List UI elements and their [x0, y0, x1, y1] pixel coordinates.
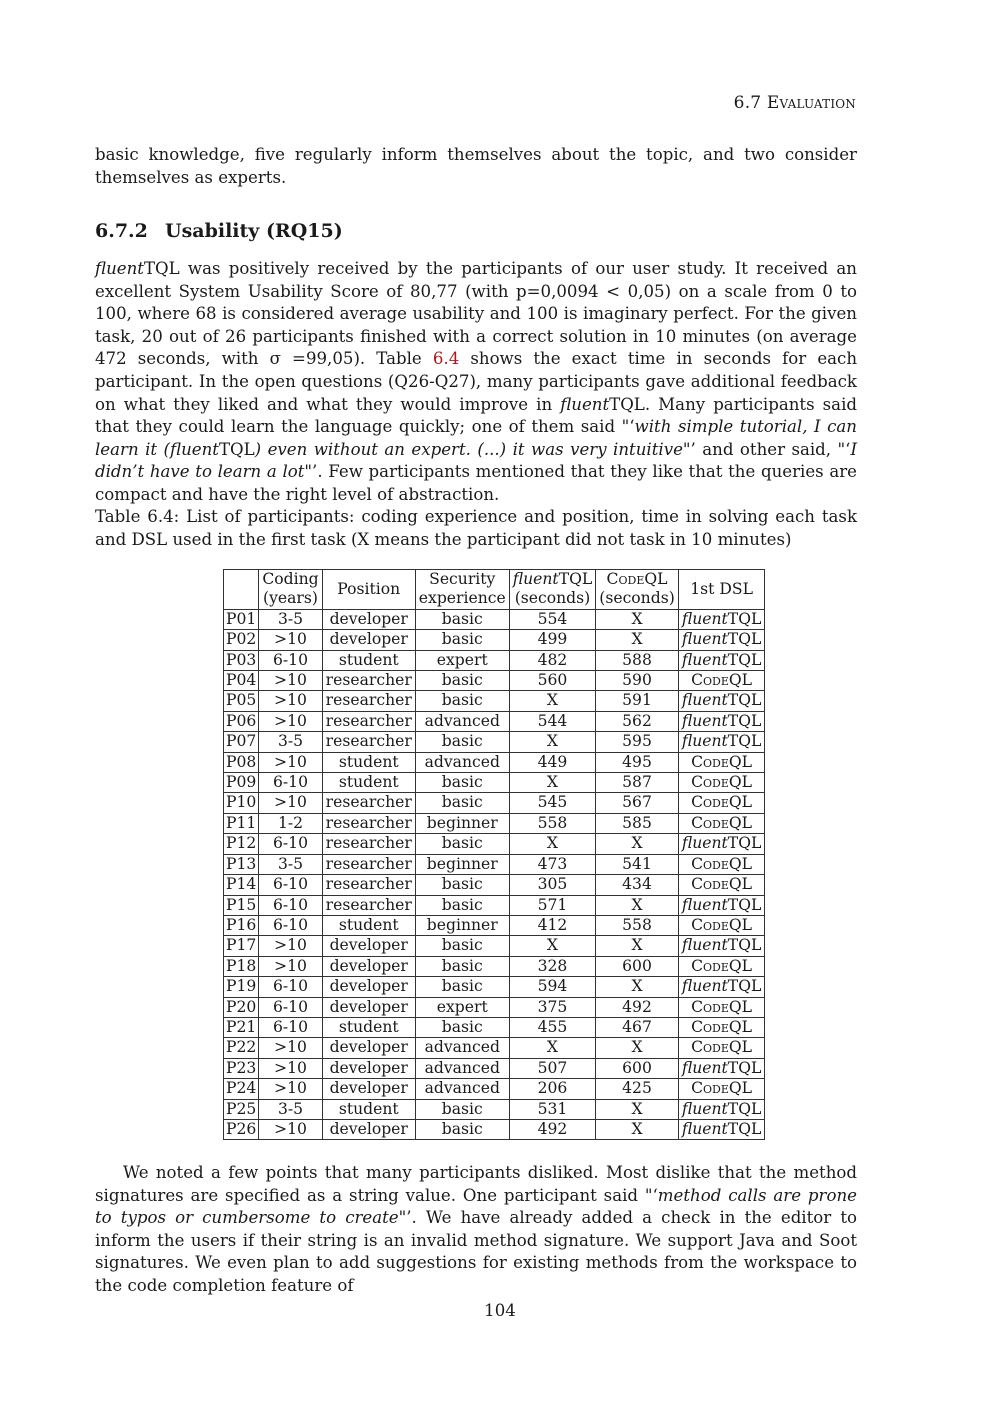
- first-dsl-cell: CodeQL: [678, 773, 765, 793]
- first-dsl-cell: fluentTQL: [678, 936, 765, 956]
- position-cell: developer: [322, 1058, 415, 1078]
- position-cell: researcher: [322, 875, 415, 895]
- coding-years-cell: >10: [259, 671, 322, 691]
- participant-id-cell: P13: [224, 854, 259, 874]
- codeql-seconds-cell: 425: [596, 1079, 679, 1099]
- header-first-dsl: 1st DSL: [678, 570, 765, 610]
- security-experience-cell: basic: [415, 609, 509, 629]
- running-head-title: Evaluation: [766, 93, 856, 113]
- fluenttql-seconds-cell: 554: [509, 609, 596, 629]
- fluenttql-seconds-cell: 544: [509, 711, 596, 731]
- security-experience-cell: basic: [415, 671, 509, 691]
- table-row: [224, 936, 765, 956]
- participant-id-cell: P15: [224, 895, 259, 915]
- participant-id-cell: P18: [224, 956, 259, 976]
- text-run: . Many participants said that they could learn the language quickly; one of them said "‘: [95, 394, 857, 437]
- table-row: [224, 956, 765, 976]
- participant-id-cell: P24: [224, 1079, 259, 1099]
- lang-name-italic: fluent: [95, 259, 144, 278]
- position-cell: researcher: [322, 834, 415, 854]
- codeql-seconds-cell: X: [596, 1038, 679, 1058]
- running-head-section: 6.7: [733, 93, 762, 113]
- codeql-seconds-cell: 588: [596, 650, 679, 670]
- security-experience-cell: basic: [415, 793, 509, 813]
- table-row: [224, 650, 765, 670]
- section-title: Usability (RQ15): [165, 220, 343, 242]
- security-experience-cell: beginner: [415, 854, 509, 874]
- coding-years-cell: 6-10: [259, 1017, 322, 1037]
- coding-years-cell: >10: [259, 1079, 322, 1099]
- coding-years-cell: >10: [259, 691, 322, 711]
- fluenttql-seconds-cell: 482: [509, 650, 596, 670]
- fluenttql-seconds-cell: 560: [509, 671, 596, 691]
- table-caption: Table 6.4: List of participants: coding experience and position, time in solving each task and DSL used in the first task (X means the participant did not task in 10 minutes): [95, 507, 857, 549]
- header-blank: [224, 570, 259, 610]
- fluenttql-seconds-cell: X: [509, 691, 596, 711]
- codeql-seconds-cell: 495: [596, 752, 679, 772]
- position-cell: student: [322, 650, 415, 670]
- text-run: "’. We have already added a check in the editor to inform the users if their string is an invalid method signature. We support Java and Soot signatures. We even plan to add suggestions for existing methods from the workspace to the code completion feature of: [95, 1208, 857, 1295]
- paragraph-usability: [95, 258, 857, 507]
- table-row: [224, 691, 765, 711]
- participant-id-cell: P17: [224, 936, 259, 956]
- security-experience-cell: advanced: [415, 1038, 509, 1058]
- paragraph-dislikes: [95, 1162, 857, 1298]
- fluenttql-seconds-cell: 328: [509, 956, 596, 976]
- header-position: Position: [322, 570, 415, 610]
- fluenttql-seconds-cell: X: [509, 773, 596, 793]
- security-experience-cell: basic: [415, 1099, 509, 1119]
- coding-years-cell: >10: [259, 1038, 322, 1058]
- security-experience-cell: advanced: [415, 1079, 509, 1099]
- position-cell: developer: [322, 956, 415, 976]
- section-heading: [95, 220, 343, 242]
- first-dsl-cell: CodeQL: [678, 752, 765, 772]
- position-cell: developer: [322, 630, 415, 650]
- fluenttql-seconds-cell: X: [509, 732, 596, 752]
- fluenttql-seconds-cell: 455: [509, 1017, 596, 1037]
- fluenttql-seconds-cell: 499: [509, 630, 596, 650]
- security-experience-cell: expert: [415, 650, 509, 670]
- lang-name-italic: fluent: [170, 439, 219, 459]
- first-dsl-cell: fluentTQL: [678, 1119, 765, 1139]
- coding-years-cell: >10: [259, 793, 322, 813]
- fluenttql-seconds-cell: 206: [509, 1079, 596, 1099]
- first-dsl-cell: CodeQL: [678, 671, 765, 691]
- text-run: "’. Few participants mentioned that they like that the queries are compact and have the right level of abstraction.: [95, 462, 857, 504]
- fluenttql-seconds-cell: 492: [509, 1119, 596, 1139]
- quote-3: method calls are prone to typos or cumbersome to create: [95, 1185, 857, 1228]
- participant-id-cell: P12: [224, 834, 259, 854]
- first-dsl-cell: fluentTQL: [678, 630, 765, 650]
- coding-years-cell: 6-10: [259, 650, 322, 670]
- security-experience-cell: advanced: [415, 711, 509, 731]
- security-experience-cell: basic: [415, 773, 509, 793]
- codeql-seconds-cell: 492: [596, 997, 679, 1017]
- table-row: [224, 671, 765, 691]
- first-dsl-cell: CodeQL: [678, 915, 765, 935]
- table-reference-link[interactable]: 6.4: [432, 349, 460, 369]
- lang-name-italic: fluent: [560, 394, 610, 414]
- table-row: [224, 813, 765, 833]
- position-cell: researcher: [322, 813, 415, 833]
- first-dsl-cell: CodeQL: [678, 793, 765, 813]
- fluenttql-seconds-cell: 571: [509, 895, 596, 915]
- codeql-seconds-cell: 467: [596, 1017, 679, 1037]
- participant-id-cell: P08: [224, 752, 259, 772]
- coding-years-cell: >10: [259, 752, 322, 772]
- position-cell: researcher: [322, 854, 415, 874]
- codeql-seconds-cell: X: [596, 895, 679, 915]
- codeql-seconds-cell: X: [596, 936, 679, 956]
- fluenttql-seconds-cell: 558: [509, 813, 596, 833]
- security-experience-cell: basic: [415, 630, 509, 650]
- position-cell: developer: [322, 609, 415, 629]
- position-cell: student: [322, 1017, 415, 1037]
- security-experience-cell: beginner: [415, 915, 509, 935]
- participants-table: [223, 569, 765, 1140]
- security-experience-cell: basic: [415, 1017, 509, 1037]
- position-cell: developer: [322, 1119, 415, 1139]
- table-row: [224, 609, 765, 629]
- security-experience-cell: basic: [415, 875, 509, 895]
- participant-id-cell: P14: [224, 875, 259, 895]
- table-row: [224, 711, 765, 731]
- table-row: [224, 915, 765, 935]
- fluenttql-seconds-cell: 507: [509, 1058, 596, 1078]
- codeql-seconds-cell: 600: [596, 1058, 679, 1078]
- codeql-seconds-cell: 600: [596, 956, 679, 976]
- participant-id-cell: P25: [224, 1099, 259, 1119]
- security-experience-cell: basic: [415, 691, 509, 711]
- participant-id-cell: P23: [224, 1058, 259, 1078]
- lang-name-roman: TQL: [143, 259, 180, 278]
- first-dsl-cell: fluentTQL: [678, 691, 765, 711]
- security-experience-cell: beginner: [415, 813, 509, 833]
- text-run: was positively received by the participants of our user study. It received an excellent System Usability Score of 80,77 (with p=0,0094 < 0,05) on a scale from 0 to 100, where 68 is considered average usability and 100 is imaginary perfect. For the given task, 20 out of 26 participants finished with a correct solution in 10 minutes (on average 472 seconds, with σ =99,05). Table: [95, 259, 857, 369]
- first-dsl-cell: fluentTQL: [678, 711, 765, 731]
- position-cell: student: [322, 915, 415, 935]
- coding-years-cell: 6-10: [259, 773, 322, 793]
- table-row: [224, 630, 765, 650]
- table-row: [224, 1058, 765, 1078]
- coding-years-cell: 6-10: [259, 834, 322, 854]
- security-experience-cell: expert: [415, 997, 509, 1017]
- position-cell: researcher: [322, 732, 415, 752]
- fluenttql-seconds-cell: 412: [509, 915, 596, 935]
- security-experience-cell: advanced: [415, 1058, 509, 1078]
- position-cell: developer: [322, 1079, 415, 1099]
- quote-2: I didn’t have to learn a lot: [95, 439, 858, 482]
- codeql-seconds-cell: X: [596, 1119, 679, 1139]
- first-dsl-cell: fluentTQL: [678, 1058, 765, 1078]
- first-dsl-cell: CodeQL: [678, 875, 765, 895]
- coding-years-cell: 1-2: [259, 813, 322, 833]
- codeql-seconds-cell: X: [596, 630, 679, 650]
- position-cell: developer: [322, 977, 415, 997]
- security-experience-cell: advanced: [415, 752, 509, 772]
- codeql-seconds-cell: 591: [596, 691, 679, 711]
- fluenttql-seconds-cell: 545: [509, 793, 596, 813]
- first-dsl-cell: CodeQL: [678, 1038, 765, 1058]
- coding-years-cell: 3-5: [259, 1099, 322, 1119]
- coding-years-cell: 3-5: [259, 609, 322, 629]
- table-row: [224, 793, 765, 813]
- first-dsl-cell: CodeQL: [678, 1079, 765, 1099]
- participant-id-cell: P16: [224, 915, 259, 935]
- header-fluenttql: fluentTQL (seconds): [509, 570, 596, 610]
- participant-id-cell: P07: [224, 732, 259, 752]
- coding-years-cell: >10: [259, 1119, 322, 1139]
- first-dsl-cell: fluentTQL: [678, 650, 765, 670]
- coding-years-cell: >10: [259, 630, 322, 650]
- table-row: [224, 997, 765, 1017]
- codeql-seconds-cell: 434: [596, 875, 679, 895]
- first-dsl-cell: fluentTQL: [678, 834, 765, 854]
- first-dsl-cell: CodeQL: [678, 1017, 765, 1037]
- table-row: [224, 1079, 765, 1099]
- codeql-seconds-cell: X: [596, 609, 679, 629]
- participant-id-cell: P21: [224, 1017, 259, 1037]
- section-number: 6.7.2: [95, 220, 148, 242]
- position-cell: researcher: [322, 793, 415, 813]
- coding-years-cell: 6-10: [259, 895, 322, 915]
- security-experience-cell: basic: [415, 1119, 509, 1139]
- participant-id-cell: P22: [224, 1038, 259, 1058]
- running-head: [734, 93, 856, 113]
- first-dsl-cell: fluentTQL: [678, 609, 765, 629]
- coding-years-cell: >10: [259, 936, 322, 956]
- first-dsl-cell: CodeQL: [678, 854, 765, 874]
- lang-name-roman: TQL: [609, 394, 645, 414]
- coding-years-cell: 6-10: [259, 915, 322, 935]
- table-row: [224, 752, 765, 772]
- table-row: [224, 1119, 765, 1139]
- first-dsl-cell: fluentTQL: [678, 1099, 765, 1119]
- paragraph-intro: basic knowledge, five regularly inform themselves about the topic, and two consider themselves as experts.: [95, 145, 857, 187]
- first-dsl-cell: fluentTQL: [678, 732, 765, 752]
- position-cell: developer: [322, 1038, 415, 1058]
- security-experience-cell: basic: [415, 732, 509, 752]
- position-cell: researcher: [322, 671, 415, 691]
- security-experience-cell: basic: [415, 977, 509, 997]
- participant-id-cell: P19: [224, 977, 259, 997]
- codeql-seconds-cell: 585: [596, 813, 679, 833]
- position-cell: student: [322, 773, 415, 793]
- participant-id-cell: P02: [224, 630, 259, 650]
- fluenttql-seconds-cell: 473: [509, 854, 596, 874]
- security-experience-cell: basic: [415, 956, 509, 976]
- position-cell: developer: [322, 997, 415, 1017]
- codeql-seconds-cell: 567: [596, 793, 679, 813]
- text-run: shows the exact time in seconds for each participant. In the open questions (Q26-Q27), many participants gave additional feedback on what they liked and what they would improve in: [95, 349, 858, 414]
- security-experience-cell: basic: [415, 834, 509, 854]
- table-row: [224, 773, 765, 793]
- table-row: [224, 977, 765, 997]
- fluenttql-seconds-cell: X: [509, 936, 596, 956]
- coding-years-cell: 3-5: [259, 854, 322, 874]
- position-cell: developer: [322, 936, 415, 956]
- fluenttql-seconds-cell: 594: [509, 977, 596, 997]
- codeql-seconds-cell: 541: [596, 854, 679, 874]
- text-run: "’ and other said, "‘: [682, 439, 851, 459]
- codeql-seconds-cell: 595: [596, 732, 679, 752]
- first-dsl-cell: CodeQL: [678, 997, 765, 1017]
- codeql-seconds-cell: X: [596, 977, 679, 997]
- first-dsl-cell: fluentTQL: [678, 977, 765, 997]
- table-row: [224, 1099, 765, 1119]
- fluenttql-seconds-cell: X: [509, 834, 596, 854]
- table-row: [224, 834, 765, 854]
- codeql-seconds-cell: X: [596, 834, 679, 854]
- header-codeql: CodeQL (seconds): [596, 570, 679, 610]
- participant-id-cell: P11: [224, 813, 259, 833]
- participant-id-cell: P09: [224, 773, 259, 793]
- position-cell: student: [322, 752, 415, 772]
- codeql-seconds-cell: X: [596, 1099, 679, 1119]
- codeql-seconds-cell: 558: [596, 915, 679, 935]
- participant-id-cell: P04: [224, 671, 259, 691]
- table-row: [224, 854, 765, 874]
- table-row: [224, 1038, 765, 1058]
- participant-id-cell: P01: [224, 609, 259, 629]
- lang-name-roman: TQL: [218, 439, 255, 459]
- table-row: [224, 875, 765, 895]
- coding-years-cell: >10: [259, 711, 322, 731]
- security-experience-cell: basic: [415, 895, 509, 915]
- table-header-row: [224, 570, 765, 610]
- table-row: [224, 732, 765, 752]
- page-number: 104: [484, 1301, 516, 1320]
- first-dsl-cell: CodeQL: [678, 956, 765, 976]
- quote-1a: with simple tutorial, I can learn it (: [95, 417, 857, 459]
- coding-years-cell: >10: [259, 1058, 322, 1078]
- participant-id-cell: P03: [224, 650, 259, 670]
- participant-id-cell: P26: [224, 1119, 259, 1139]
- first-dsl-cell: fluentTQL: [678, 895, 765, 915]
- fluenttql-seconds-cell: X: [509, 1038, 596, 1058]
- codeql-seconds-cell: 587: [596, 773, 679, 793]
- position-cell: student: [322, 1099, 415, 1119]
- position-cell: researcher: [322, 691, 415, 711]
- codeql-seconds-cell: 590: [596, 671, 679, 691]
- security-experience-cell: basic: [415, 936, 509, 956]
- codeql-seconds-cell: 562: [596, 711, 679, 731]
- table-row: [224, 895, 765, 915]
- participant-id-cell: P06: [224, 711, 259, 731]
- coding-years-cell: 6-10: [259, 997, 322, 1017]
- participant-id-cell: P10: [224, 793, 259, 813]
- quote-1b: ) even without an expert. (...) it was very intuitive: [254, 439, 683, 459]
- text-run: We noted a few points that many participants disliked. Most dislike that the method signatures are specified as a string value. One participant said "‘: [95, 1163, 857, 1205]
- position-cell: researcher: [322, 895, 415, 915]
- table-row: [224, 1017, 765, 1037]
- fluenttql-seconds-cell: 305: [509, 875, 596, 895]
- coding-years-cell: >10: [259, 956, 322, 976]
- header-coding: Coding (years): [259, 570, 322, 610]
- first-dsl-cell: CodeQL: [678, 813, 765, 833]
- participant-id-cell: P05: [224, 691, 259, 711]
- fluenttql-seconds-cell: 449: [509, 752, 596, 772]
- position-cell: researcher: [322, 711, 415, 731]
- participant-id-cell: P20: [224, 997, 259, 1017]
- coding-years-cell: 6-10: [259, 977, 322, 997]
- fluenttql-seconds-cell: 375: [509, 997, 596, 1017]
- coding-years-cell: 3-5: [259, 732, 322, 752]
- coding-years-cell: 6-10: [259, 875, 322, 895]
- header-security: Security experience: [415, 570, 509, 610]
- table-body: [224, 609, 765, 1140]
- fluenttql-seconds-cell: 531: [509, 1099, 596, 1119]
